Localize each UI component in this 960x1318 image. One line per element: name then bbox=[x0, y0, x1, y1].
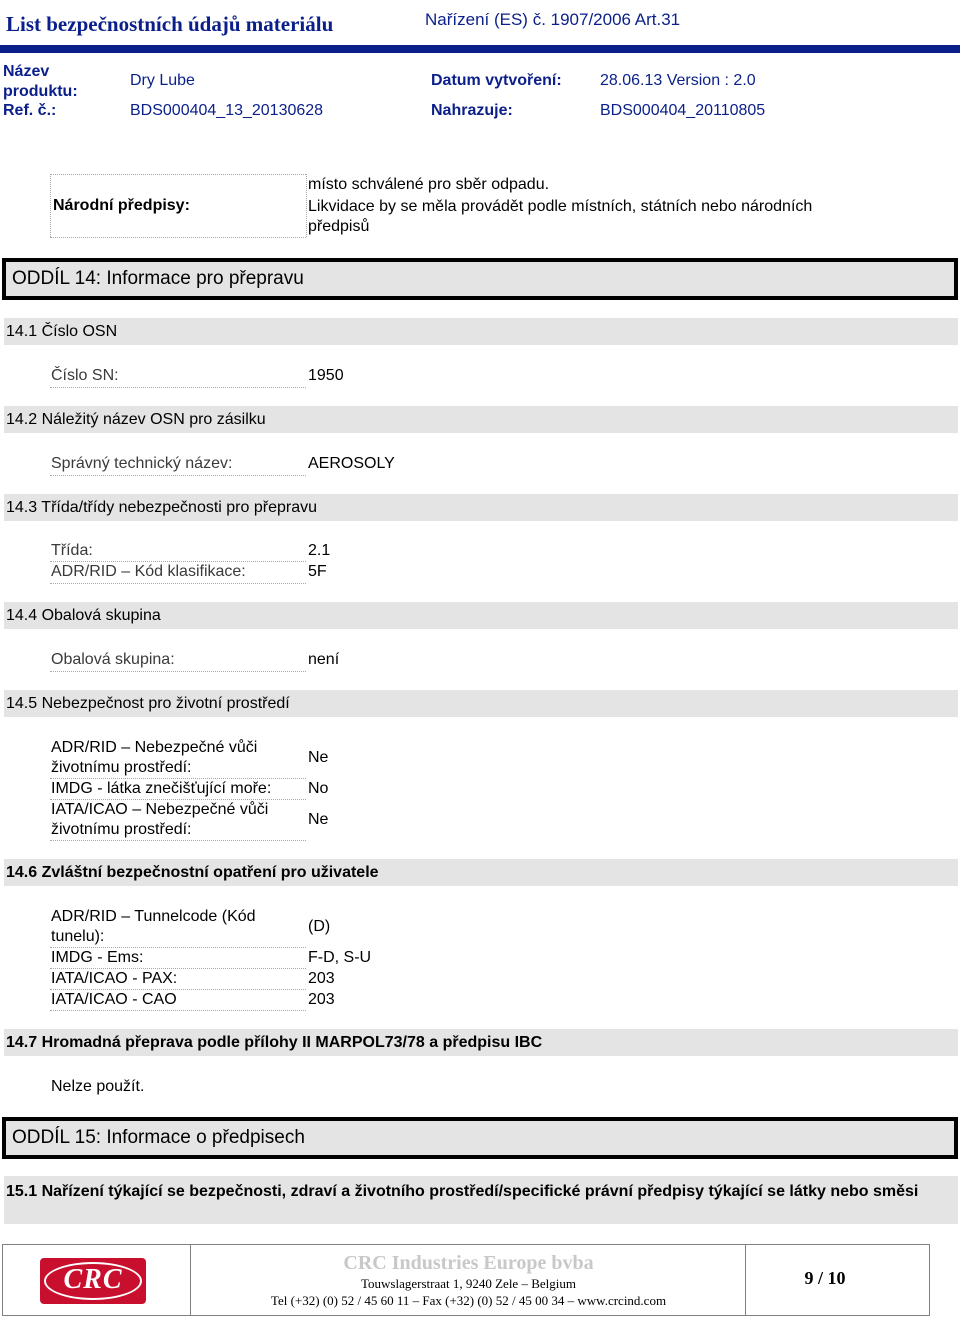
subsection-14-3-title: 14.3 Třída/třídy nebezpečnosti pro přepravu bbox=[6, 499, 317, 516]
iata-env-hazard-label: IATA/ICAO – Nebezpečné vůči bbox=[51, 801, 269, 818]
section-15-heading bbox=[2, 1117, 958, 1159]
iata-env-hazard-label: životnímu prostředí: bbox=[51, 821, 192, 838]
company-address: Touwslagerstraat 1, 9240 Zele – Belgium bbox=[361, 1276, 576, 1291]
product-name-label-1: Název bbox=[3, 63, 50, 80]
section-14-heading bbox=[2, 258, 958, 300]
document-title: List bezpečnostních údajů materiálu bbox=[6, 12, 334, 36]
tunnel-code-value: (D) bbox=[308, 918, 331, 935]
un-number-label: Číslo SN: bbox=[51, 367, 119, 384]
imdg-ems-label: IMDG - Ems: bbox=[51, 949, 144, 966]
table-rule bbox=[306, 174, 307, 237]
replaces-label: Nahrazuje: bbox=[431, 102, 513, 119]
subsection-14-1-bar bbox=[4, 318, 958, 345]
un-number-value: 1950 bbox=[308, 367, 344, 384]
subsection-15-1-title: 15.1 Nařízení týkající se bezpečnosti, zdraví a životního prostředí/specifické právní předpisy týkající se látky nebo směsi bbox=[6, 1183, 919, 1200]
hazard-class-label: Třída: bbox=[51, 542, 93, 559]
bulk-transport-text: Nelze použít. bbox=[51, 1078, 145, 1095]
ref-number-value: BDS000404_13_20130628 bbox=[130, 102, 324, 119]
table-rule bbox=[50, 237, 306, 238]
iata-pax-value: 203 bbox=[308, 970, 335, 987]
table-rule bbox=[50, 387, 306, 388]
product-name-label-2: produktu: bbox=[3, 83, 78, 100]
created-date-value: 28.06.13 Version : 2.0 bbox=[600, 72, 756, 89]
table-rule bbox=[50, 778, 306, 779]
table-rule bbox=[50, 840, 306, 841]
section-15-title: ODDÍL 15: Informace o předpisech bbox=[12, 1127, 305, 1148]
shipping-name-value: AEROSOLY bbox=[308, 455, 395, 472]
table-rule bbox=[50, 583, 306, 584]
crc-logo bbox=[40, 1258, 146, 1304]
ref-number-label: Ref. č.: bbox=[3, 102, 57, 119]
adr-env-hazard-label: ADR/RID – Nebezpečné vůči bbox=[51, 739, 258, 756]
table-rule bbox=[50, 947, 306, 948]
created-date-label: Datum vytvoření: bbox=[431, 72, 562, 89]
shipping-name-label: Správný technický název: bbox=[51, 455, 233, 472]
company-name: CRC Industries Europe bvba bbox=[343, 1252, 594, 1274]
iata-cao-label: IATA/ICAO - CAO bbox=[51, 991, 177, 1008]
footer-divider bbox=[745, 1244, 746, 1316]
subsection-14-4-title: 14.4 Obalová skupina bbox=[6, 607, 161, 624]
national-regulations-label: Národní předpisy: bbox=[53, 197, 190, 214]
table-rule bbox=[50, 989, 306, 990]
marine-pollutant-value: No bbox=[308, 780, 329, 797]
section-14-title: ODDÍL 14: Informace pro přepravu bbox=[12, 268, 304, 289]
iata-cao-value: 203 bbox=[308, 991, 335, 1008]
subsection-14-7-title: 14.7 Hromadná přeprava podle přílohy II MARPOL73/78 a předpisu IBC bbox=[6, 1034, 543, 1051]
iata-pax-label: IATA/ICAO - PAX: bbox=[51, 970, 178, 987]
subsection-14-6-title: 14.6 Zvláštní bezpečnostní opatření pro uživatele bbox=[6, 864, 379, 881]
product-name-value: Dry Lube bbox=[130, 72, 195, 89]
table-rule bbox=[50, 561, 306, 562]
table-rule bbox=[50, 968, 306, 969]
classification-code-label: ADR/RID – Kód klasifikace: bbox=[51, 563, 246, 580]
adr-env-hazard-label: životnímu prostředí: bbox=[51, 759, 192, 776]
table-rule bbox=[50, 475, 306, 476]
table-rule bbox=[50, 671, 306, 672]
logo-text: CRC bbox=[63, 1264, 123, 1295]
hazard-class-value: 2.1 bbox=[308, 542, 331, 559]
tunnel-code-label: ADR/RID – Tunnelcode (Kód bbox=[51, 908, 256, 925]
replaces-value: BDS000404_20110805 bbox=[600, 102, 766, 119]
table-rule bbox=[50, 799, 306, 800]
classification-code-value: 5F bbox=[308, 563, 327, 580]
national-regulations-line: Likvidace by se měla provádět podle místních, státních nebo národních bbox=[308, 198, 813, 215]
table-rule bbox=[50, 174, 51, 237]
company-contact: Tel (+32) (0) 52 / 45 60 11 – Fax (+32) (0) 52 / 45 00 34 – www.crcind.com bbox=[270, 1293, 667, 1308]
iata-env-hazard-value: Ne bbox=[308, 811, 329, 828]
table-rule bbox=[50, 1010, 306, 1011]
national-regulations-line: místo schválené pro sběr odpadu. bbox=[308, 176, 550, 193]
regulation-reference: Nařízení (ES) č. 1907/2006 Art.31 bbox=[425, 10, 681, 29]
page-number: 9 / 10 bbox=[804, 1268, 846, 1288]
marine-pollutant-label: IMDG - látka znečišťující moře: bbox=[51, 780, 272, 797]
imdg-ems-value: F-D, S-U bbox=[308, 949, 372, 966]
tunnel-code-label: tunelu): bbox=[51, 928, 105, 945]
subsection-14-1-title: 14.1 Číslo OSN bbox=[6, 323, 118, 340]
header-divider bbox=[0, 45, 960, 53]
table-rule bbox=[50, 174, 306, 175]
subsection-14-5-title: 14.5 Nebezpečnost pro životní prostředí bbox=[6, 695, 290, 712]
footer-divider bbox=[190, 1244, 191, 1316]
packing-group-value: není bbox=[308, 651, 340, 668]
subsection-14-2-title: 14.2 Náležitý název OSN pro zásilku bbox=[6, 411, 266, 428]
packing-group-label: Obalová skupina: bbox=[51, 651, 175, 668]
adr-env-hazard-value: Ne bbox=[308, 749, 329, 766]
national-regulations-line: předpisů bbox=[308, 218, 370, 235]
